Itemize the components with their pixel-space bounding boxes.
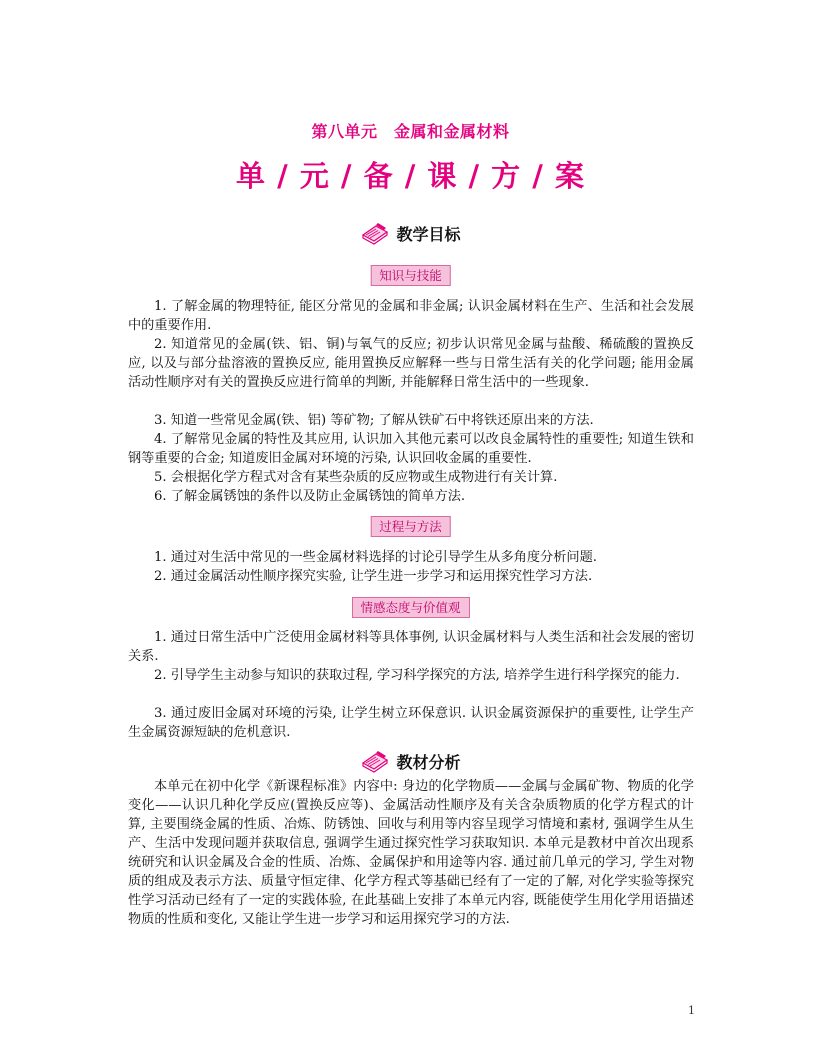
page-title: 单 / 元 / 备 / 课 / 方 / 案 bbox=[236, 159, 585, 193]
knowledge-item-2: 2. 知道常见的金属(铁、铝、铜)与氧气的反应; 初步认识常见金属与盐酸、稀硫酸的置换反应, 以及与部分盐溶液的置换反应, 能用置换反应解释一些与日常生活有关的化学问题; 能用金属活动性顺序对有关的置换反应进行简单的判断, 并能解释日常生活中的一些现象. bbox=[128, 337, 694, 390]
knowledge-item-1: 1. 了解金属的物理特征, 能区分常见的金属和非金属; 认识金属材料在生产、生活和社会发展中的重要作用. bbox=[128, 299, 694, 333]
knowledge-item-3: 3. 知道一些常见金属(铁、铝) 等矿物; 了解从铁矿石中将铁还原出来的方法. bbox=[154, 413, 594, 428]
section-heading-label: 教材分析 bbox=[396, 752, 461, 772]
knowledge-item-5: 5. 会根据化学方程式对含有某些杂质的反应物或生成物进行有关计算. bbox=[154, 470, 558, 485]
section-heading-label: 教学目标 bbox=[396, 224, 461, 244]
book-pencil-icon bbox=[360, 221, 390, 245]
knowledge-item-4: 4. 了解常见金属的特性及其应用, 认识加入其他元素可以改良金属特性的重要性; 知道生铁和钢等重要的合金; 知道废旧金属对环境的污染, 认识回收金属的重要性. bbox=[128, 432, 694, 466]
emotion-item-2: 2. 引导学生主动参与知识的获取过程, 学习科学探究的方法, 培养学生进行科学探究的能力. bbox=[154, 668, 680, 683]
book-pencil-icon bbox=[360, 749, 390, 773]
knowledge-item-6: 6. 了解金属锈蚀的条件以及防止金属锈蚀的简单方法. bbox=[154, 489, 466, 504]
page-number: 1 bbox=[688, 1004, 695, 1017]
tag-knowledge-skills: 知识与技能 bbox=[370, 265, 451, 286]
unit-title: 第八单元 金属和金属材料 bbox=[311, 122, 510, 141]
section-heading-goals bbox=[0, 221, 821, 245]
emotion-item-1: 1. 通过日常生活中广泛使用金属材料等具体事例, 认识金属材料与人类生活和社会发展的密切关系. bbox=[128, 630, 694, 664]
process-item-2: 2. 通过金属活动性顺序探究实验, 让学生进一步学习和运用探究性学习方法. bbox=[154, 569, 593, 584]
analysis-paragraph: 本单元在初中化学《新课程标准》内容中: 身边的化学物质——金属与金属矿物、物质的化学变化——认识几种化学反应(置换反应等)、金属活动性顺序及有关含杂质物质的化学方程式的计算, 主要围绕金属的性质、冶炼、防锈蚀、回收与利用等内容呈现学习情境和素材, 强调学生从生产、生活中发现问题并获取信息, 强调学生通过探究性学习获取知识. 本单元是教材中首次出现系统研究和认识金属及合金的性质、冶炼、金属保护和用途等内容. 通过前几单元的学习, 学生对物质的组成及表示方法、质量守恒定律、化学方程式等基础已经有了一定的了解, 对化学实验等探究性学习活动已经有了一定的实践体验, 在此基础上安排了本单元内容, 既能使学生用化学用语描述物质的性质和变化, 又能让学生进一步学习和运用探究学习的方法. bbox=[128, 779, 694, 927]
tag-emotion-values: 情感态度与价值观 bbox=[351, 597, 469, 618]
emotion-item-3: 3. 通过废旧金属对环境的污染, 让学生树立环保意识. 认识金属资源保护的重要性, 让学生产生金属资源短缺的危机意识. bbox=[128, 706, 694, 740]
section-heading-analysis bbox=[0, 749, 821, 773]
tag-process-methods: 过程与方法 bbox=[370, 516, 451, 537]
process-item-1: 1. 通过对生活中常见的一些金属材料选择的讨论引导学生从多角度分析问题. bbox=[154, 550, 597, 565]
